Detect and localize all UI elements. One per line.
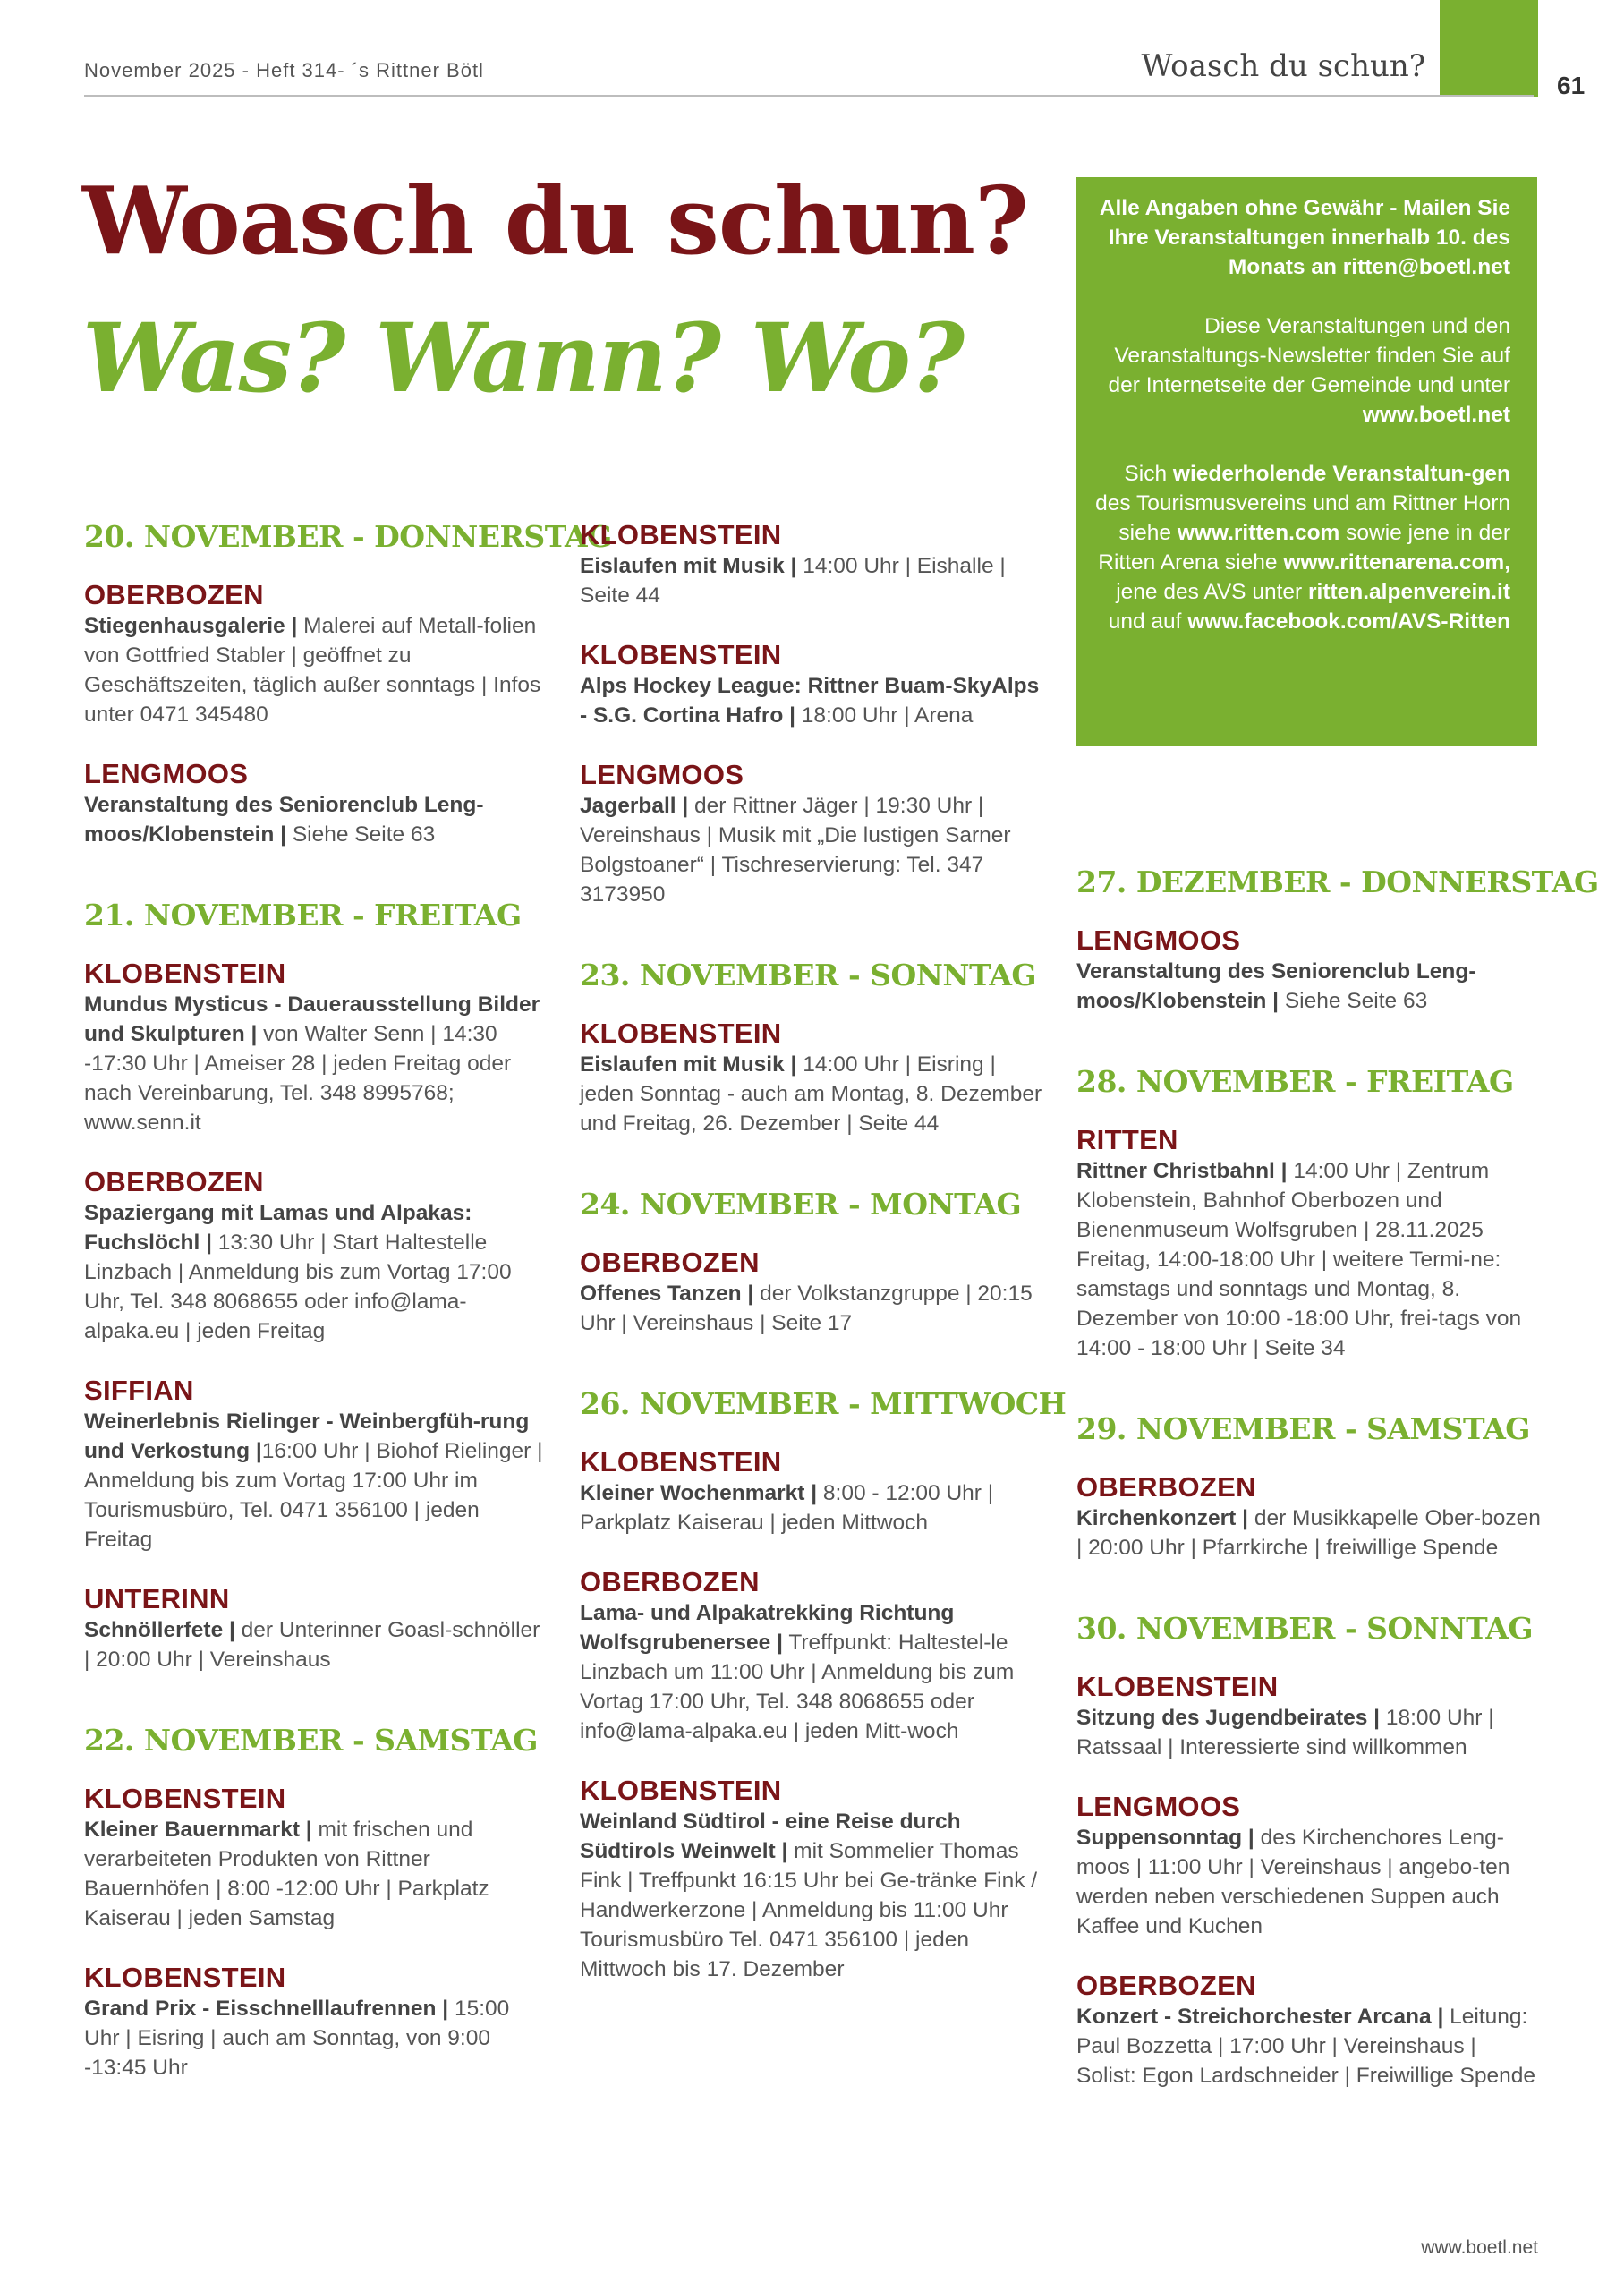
link-alpenverein[interactable]: ritten.alpenverein.it xyxy=(1307,580,1510,604)
event-details: des Kirchenchores Leng-moos | 11:00 Uhr | Vereinshaus | angebo-ten werden neben verschiedenen Suppen auch Kaffee und Kuchen xyxy=(1076,1826,1510,1938)
day-heading: 20. NOVEMBER - DONNERSTAG xyxy=(84,519,612,554)
day-heading: 28. NOVEMBER - FREITAG xyxy=(1076,1064,1514,1099)
link-ritten[interactable]: www.ritten.com xyxy=(1177,521,1340,545)
event-location: KLOBENSTEIN xyxy=(580,639,782,670)
event-description xyxy=(84,790,549,849)
day-block xyxy=(1076,1411,1542,1563)
event-location: OBERBOZEN xyxy=(580,1247,760,1278)
section-tab xyxy=(1440,0,1538,97)
day-block xyxy=(580,1187,1052,1338)
page-subtitle: Was? Wann? Wo? xyxy=(82,302,964,413)
event-item xyxy=(580,1018,1052,1138)
event-location: KLOBENSTEIN xyxy=(580,519,782,550)
day-heading: 24. NOVEMBER - MONTAG xyxy=(580,1187,1022,1222)
event-title: Lama- und Alpakatrekking Richtung Wolfsgrubenersee | xyxy=(580,1601,955,1655)
event-details: Malerei auf Metall-folien von Gottfried Stabler | geöffnet zu Geschäftszeiten, täglich außer sonntags | Infos unter 0471 345480 xyxy=(84,614,541,727)
event-item xyxy=(84,758,549,849)
event-details: 14:00 Uhr | Zentrum Klobenstein, Bahnhof Oberbozen und Bienenmuseum Wolfsgruben | 28.11.2025 Freitag, 14:00-18:00 Uhr | weitere Termi-ne: samstags und sonntags und Montag, 8. Dezember von 10:00 -18:00 Uhr, frei-tags von 14:00 - 18:00 Uhr | Seite 34 xyxy=(1076,1159,1522,1360)
event-title: Weinland Südtirol - eine Reise durch Südtirols Weinwelt | xyxy=(580,1810,961,1863)
event-title: Mundus Mysticus - Dauerausstellung Bilder und Skulpturen | xyxy=(84,992,540,1046)
event-item xyxy=(580,759,1052,909)
event-details: der Musikkapelle Ober-bozen | 20:00 Uhr | Pfarrkirche | freiwillige Spende xyxy=(1076,1506,1541,1560)
day-block xyxy=(580,958,1052,1138)
event-description xyxy=(580,1598,1052,1746)
link-boetl[interactable]: www.boetl.net xyxy=(1362,403,1510,427)
events-column-3 xyxy=(1076,864,1599,2139)
event-item xyxy=(580,1247,1052,1338)
event-item xyxy=(1076,1471,1542,1563)
event-item xyxy=(84,958,549,1137)
event-location: KLOBENSTEIN xyxy=(84,1962,286,1993)
event-details: 13:30 Uhr | Start Haltestelle Linzbach | Anmeldung bis zum Vortag 17:00 Uhr, Tel. 348 8068655 oder info@lama-alpaka.eu | jeden Freitag xyxy=(84,1231,512,1343)
day-heading: 29. NOVEMBER - SAMSTAG xyxy=(1076,1411,1530,1446)
event-title: Offenes Tanzen | xyxy=(580,1282,754,1306)
event-description xyxy=(580,1478,1052,1537)
info-box xyxy=(1076,177,1537,746)
footer-url: www.boetl.net xyxy=(1421,2237,1538,2258)
event-description xyxy=(580,1279,1052,1338)
events-column-2 xyxy=(580,519,1067,2032)
day-block xyxy=(84,1723,549,2082)
event-item xyxy=(1076,1970,1542,2091)
event-location: KLOBENSTEIN xyxy=(580,1775,782,1806)
event-description xyxy=(84,1994,549,2082)
event-item xyxy=(580,1566,1052,1746)
event-description xyxy=(1076,1156,1542,1363)
event-description xyxy=(84,990,549,1137)
event-title: Veranstaltung des Seniorenclub Leng-moos/Klobenstein | xyxy=(84,793,484,847)
event-title: Kirchenkonzert | xyxy=(1076,1506,1249,1530)
event-details: der Rittner Jäger | 19:30 Uhr | Vereinshaus | Musik mit „Die lustigen Sarner Bolgstoaner“ | Tischreservierung: Tel. 347 3173950 xyxy=(580,794,1011,907)
event-location: KLOBENSTEIN xyxy=(1076,1671,1279,1702)
event-location: OBERBOZEN xyxy=(1076,1471,1256,1503)
event-location: KLOBENSTEIN xyxy=(84,1783,286,1814)
event-description xyxy=(84,611,549,729)
event-location: KLOBENSTEIN xyxy=(84,958,286,989)
event-title: Konzert - Streichorchester Arcana | xyxy=(1076,2005,1444,2029)
day-block xyxy=(1076,1611,1542,2091)
event-item xyxy=(1076,1791,1542,1941)
event-description xyxy=(84,1198,549,1346)
event-details: 16:00 Uhr | Biohof Rielinger | Anmeldung bis zum Vortag 17:00 Uhr im Tourismusbüro, Tel. 0471 356100 | jeden Freitag xyxy=(84,1439,543,1552)
event-location: LENGMOOS xyxy=(1076,924,1241,956)
event-description xyxy=(580,791,1052,909)
event-item xyxy=(1076,1124,1542,1363)
event-title: Grand Prix - Eisschnelllaufrennen | xyxy=(84,1997,449,2021)
event-location: LENGMOOS xyxy=(84,758,249,789)
event-item xyxy=(84,579,549,729)
event-details: Siehe Seite 63 xyxy=(1279,989,1428,1013)
event-title: Kleiner Bauernmarkt | xyxy=(84,1818,312,1842)
link-rittenarena[interactable]: www.rittenarena.com, xyxy=(1283,550,1510,575)
event-details: Leitung: Paul Bozzetta | 17:00 Uhr | Vereinshaus | Solist: Egon Lardschneider | Freiwillige Spende xyxy=(1076,2005,1535,2088)
info-disclaimer: Alle Angaben ohne Gewähr - Mailen Sie Ihre Veranstaltungen innerhalb 10. des Monats an ritten@boetl.net xyxy=(1099,196,1510,279)
event-details: der Unterinner Goasl-schnöller | 20:00 Uhr | Vereinshaus xyxy=(84,1618,540,1672)
event-location: OBERBOZEN xyxy=(84,1166,264,1197)
page-number: 61 xyxy=(1557,72,1586,99)
day-block xyxy=(84,898,549,1674)
event-item xyxy=(84,1583,549,1674)
event-title: Veranstaltung des Seniorenclub Leng-moos/Klobenstein | xyxy=(1076,959,1476,1013)
event-title: Stiegenhausgalerie | xyxy=(84,614,298,638)
event-item xyxy=(1076,924,1542,1016)
event-description xyxy=(1076,1703,1542,1762)
event-location: OBERBOZEN xyxy=(580,1566,760,1597)
event-title: Rittner Christbahnl | xyxy=(1076,1159,1288,1183)
day-block xyxy=(580,519,1052,909)
event-item xyxy=(580,639,1052,730)
event-location: LENGMOOS xyxy=(580,759,744,790)
event-location: SIFFIAN xyxy=(84,1375,194,1406)
event-item xyxy=(1076,1671,1542,1762)
info-recurring: Sich wiederholende Veranstaltun-gen des Tourismusvereins und am Rittner Horn siehe www.ritten.com sowie jene in der Ritten Arena siehe www.rittenarena.com, jene des AVS unter ritten.alpenverein.it und auf www.facebook.com/AVS-Ritten xyxy=(1095,462,1510,634)
event-description xyxy=(1076,1823,1542,1941)
event-item xyxy=(84,1783,549,1933)
event-title: Eislaufen mit Musik | xyxy=(580,1052,797,1077)
event-location: OBERBOZEN xyxy=(1076,1970,1256,2001)
day-heading: 26. NOVEMBER - MITTWOCH xyxy=(580,1386,1067,1421)
event-location: KLOBENSTEIN xyxy=(580,1018,782,1049)
event-details: von Walter Senn | 14:30 -17:30 Uhr | Ameiser 28 | jeden Freitag oder nach Vereinbarung, Tel. 348 8995768; www.senn.it xyxy=(84,1022,512,1135)
event-details: 14:00 Uhr | Eishalle | Seite 44 xyxy=(580,554,1006,608)
event-details: 18:00 Uhr | Ratssaal | Interessierte sind willkommen xyxy=(1076,1706,1494,1759)
event-details: 18:00 Uhr | Arena xyxy=(795,703,974,728)
event-title: Alps Hockey League: Rittner Buam-SkyAlps - S.G. Cortina Hafro | xyxy=(580,674,1040,728)
day-heading: 21. NOVEMBER - FREITAG xyxy=(84,898,522,933)
event-details: 14:00 Uhr | Eisring | jeden Sonntag - auch am Montag, 8. Dezember und Freitag, 26. Dezember | Seite 44 xyxy=(580,1052,1042,1136)
event-title: Suppensonntag | xyxy=(1076,1826,1254,1850)
event-details: mit frischen und verarbeiteten Produkten von Rittner Bauernhöfen | 8:00 -12:00 Uhr | Parkplatz Kaiserau | jeden Samstag xyxy=(84,1818,489,1930)
event-description xyxy=(84,1407,549,1554)
day-heading: 27. DEZEMBER - DONNERSTAG xyxy=(1076,864,1599,899)
day-heading: 30. NOVEMBER - SONNTAG xyxy=(1076,1611,1534,1646)
header-divider xyxy=(84,95,1534,97)
event-location: UNTERINN xyxy=(84,1583,230,1614)
issue-line: November 2025 - Heft 314- ´s Rittner Bötl xyxy=(84,59,484,81)
event-title: Spaziergang mit Lamas und Alpakas: Fuchslöchl | xyxy=(84,1201,472,1255)
event-item xyxy=(84,1375,549,1554)
link-facebook[interactable]: www.facebook.com/AVS-Ritten xyxy=(1187,609,1510,634)
event-details: Treffpunkt: Haltestel-le Linzbach um 11:00 Uhr | Anmeldung bis zum Vortag 17:00 Uhr, Tel. 348 8068655 oder info@lama-alpaka.eu | jeden Mitt-woch xyxy=(580,1631,1015,1743)
day-block xyxy=(580,1386,1067,1984)
event-location: KLOBENSTEIN xyxy=(580,1446,782,1478)
event-title: Weinerlebnis Rielinger - Weinbergfüh-rung und Verkostung | xyxy=(84,1410,530,1463)
event-description xyxy=(84,1615,549,1674)
event-details: 15:00 Uhr | Eisring | auch am Sonntag, von 9:00 -13:45 Uhr xyxy=(84,1997,510,2080)
section-name: Woasch du schun? xyxy=(1141,48,1425,84)
event-description xyxy=(1076,2002,1542,2091)
info-newsletter: Diese Veranstaltungen und den Veranstaltungs-Newsletter finden Sie auf der Internetseite der Gemeinde und unter www.boetl.net xyxy=(1108,314,1510,427)
events-column-1 xyxy=(84,519,612,2131)
day-block xyxy=(84,519,612,849)
page-title: Woasch du schun? xyxy=(82,166,1028,276)
event-item xyxy=(580,1775,1052,1984)
event-item xyxy=(84,1962,549,2082)
event-description xyxy=(1076,1503,1542,1563)
event-title: Kleiner Wochenmarkt | xyxy=(580,1481,818,1505)
event-description xyxy=(580,671,1052,730)
day-block xyxy=(1076,1064,1542,1363)
day-block xyxy=(1076,864,1599,1016)
event-description xyxy=(84,1815,549,1933)
event-item xyxy=(84,1166,549,1346)
event-title: Eislaufen mit Musik | xyxy=(580,554,797,578)
event-location: RITTEN xyxy=(1076,1124,1178,1155)
event-description xyxy=(580,551,1052,610)
event-item xyxy=(580,1446,1052,1537)
event-description xyxy=(580,1807,1052,1984)
event-description xyxy=(1076,957,1542,1016)
event-title: Sitzung des Jugendbeirates | xyxy=(1076,1706,1381,1730)
event-details: 8:00 - 12:00 Uhr | Parkplatz Kaiserau | jeden Mittwoch xyxy=(580,1481,994,1535)
event-details: Siehe Seite 63 xyxy=(286,822,436,847)
event-details: mit Sommelier Thomas Fink | Treffpunkt 16:15 Uhr bei Ge-tränke Fink / Handwerkerzone | Anmeldung bis 11:00 Uhr Tourismusbüro Tel. 0471 356100 | jeden Mittwoch bis 17. Dezember xyxy=(580,1839,1038,1981)
event-title: Schnöllerfete | xyxy=(84,1618,235,1642)
day-heading: 22. NOVEMBER - SAMSTAG xyxy=(84,1723,538,1758)
event-location: LENGMOOS xyxy=(1076,1791,1241,1822)
day-heading: 23. NOVEMBER - SONNTAG xyxy=(580,958,1037,992)
event-title: Jagerball | xyxy=(580,794,689,818)
event-description xyxy=(580,1050,1052,1138)
event-location: OBERBOZEN xyxy=(84,579,264,610)
event-details: der Volkstanzgruppe | 20:15 Uhr | Vereinshaus | Seite 17 xyxy=(580,1282,1033,1335)
event-item xyxy=(580,519,1052,610)
